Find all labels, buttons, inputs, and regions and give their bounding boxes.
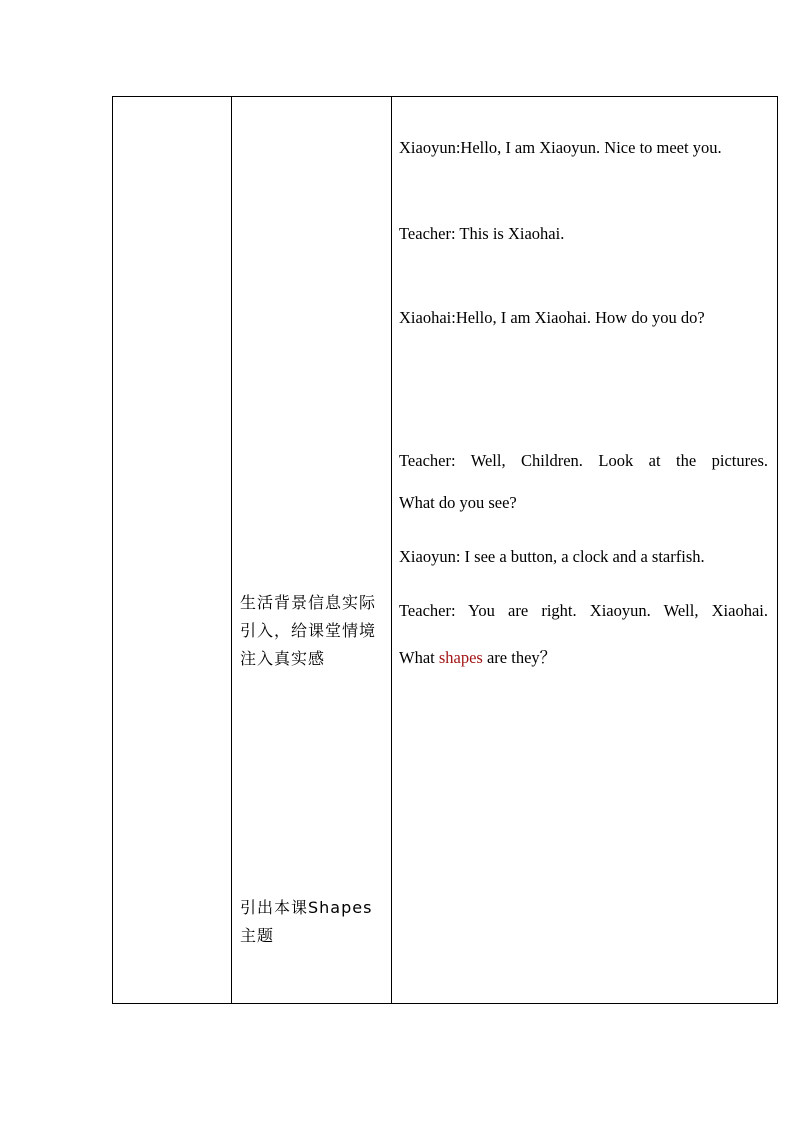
- dialogue-line: What do you see?: [399, 493, 517, 512]
- dialogue-line: Teacher: Well, Children. Look at the pictures.: [399, 451, 768, 470]
- design-intent-column: [231, 97, 392, 1003]
- question-text: What: [399, 648, 439, 667]
- dialogue-column: [391, 97, 777, 1003]
- dialogue-line: [399, 644, 768, 668]
- intro-note: 生活背景信息实际引入，给课堂情境注入真实感: [240, 593, 377, 668]
- question-text: are they？: [482, 648, 557, 667]
- dialogue-line: Xiaoyun:Hello, I am Xiaoyun. Nice to meet you.: [399, 138, 722, 157]
- dialogue-line: Teacher: You are right. Xiaoyun. Well, Xiaohai.: [399, 601, 768, 620]
- step-column: [113, 97, 231, 1003]
- dialogue-line: Teacher: This is Xiaohai.: [399, 224, 565, 243]
- theme-note: 引出本课Shapes主题: [240, 898, 373, 945]
- shapes-keyword: shapes: [438, 648, 483, 667]
- dialogue-line: Xiaohai:Hello, I am Xiaohai. How do you do?: [399, 308, 705, 327]
- lesson-table: [112, 96, 778, 1004]
- dialogue-line: Xiaoyun: I see a button, a clock and a starfish.: [399, 547, 705, 566]
